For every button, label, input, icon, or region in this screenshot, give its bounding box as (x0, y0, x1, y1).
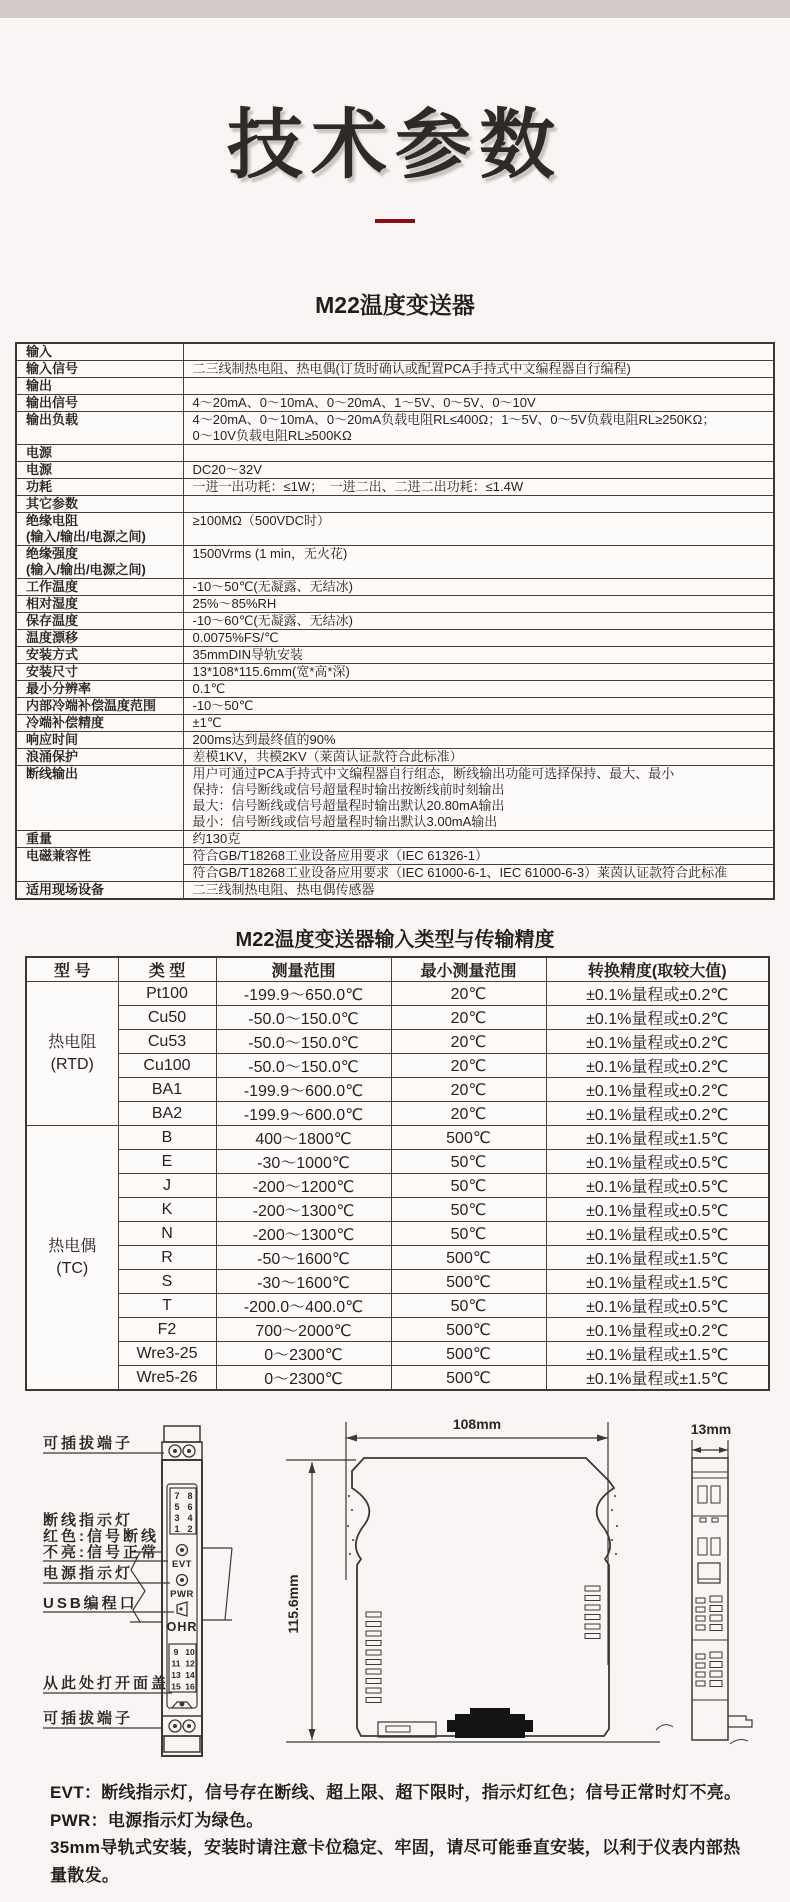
accuracy-row (26, 1006, 769, 1030)
spec-section-row (16, 445, 774, 462)
accuracy-row (26, 1198, 769, 1222)
spec-value: 一进一出功耗：≤1W； 一进二出、二进二出功耗：≤1.4W (183, 479, 774, 496)
spec-row (16, 882, 774, 900)
spec-value: 二三线制热电阻、热电偶(订货时确认或配置PCA手持式中文编程器自行编程) (183, 361, 774, 378)
spec-value: -10～50℃ (183, 698, 774, 715)
cell-range: -30～1000℃ (216, 1150, 391, 1174)
cell-accuracy: ±0.1%量程或±0.2℃ (546, 1102, 769, 1126)
vent-slots-left (366, 1612, 381, 1703)
cell-type: Wre5-26 (118, 1366, 216, 1391)
spec-row (16, 395, 774, 412)
cell-type: B (118, 1126, 216, 1150)
product-subtitle: M22温度变送器 (315, 292, 475, 318)
accuracy-row (26, 1222, 769, 1246)
spec-label-line: (输入/输出/电源之间) (26, 562, 146, 577)
spec-row (16, 647, 774, 664)
cell-type: F2 (118, 1318, 216, 1342)
footer-line-evt: EVT：断线指示灯，信号存在断线、超上限、超下限时，指示灯红色；信号正常时灯不亮。 (50, 1783, 742, 1802)
spec-value: -10～50℃(无凝露、无结冰) (183, 579, 774, 596)
spec-label: 安装方式 (16, 647, 183, 664)
spec-value-line: 保持：信号断线或信号超量程时输出按断线前时刻输出 (192, 782, 505, 797)
cell-type: R (118, 1246, 216, 1270)
footer-notes (50, 1779, 750, 1889)
cell-range: -30～1600℃ (216, 1270, 391, 1294)
break-led-label-1: 断线指示灯 (43, 1512, 134, 1529)
cell-accuracy: ±0.1%量程或±0.5℃ (546, 1198, 769, 1222)
cell-accuracy: ±0.1%量程或±1.5℃ (546, 1126, 769, 1150)
spec-value: ±1℃ (183, 715, 774, 732)
group-name: 热电偶 (48, 1237, 97, 1255)
accuracy-row (26, 1246, 769, 1270)
cell-range: -200～1300℃ (216, 1222, 391, 1246)
spec-label: 其它参数 (16, 496, 183, 513)
bottom-connector (447, 1708, 533, 1738)
spec-row (16, 462, 774, 479)
terminal-number: 10 (185, 1647, 195, 1657)
col-header: 最小测量范围 (391, 957, 546, 982)
accuracy-table (25, 956, 770, 1391)
cell-type: Cu50 (118, 1006, 216, 1030)
cell-accuracy: ±0.1%量程或±1.5℃ (546, 1342, 769, 1366)
group-name: 热电阻 (48, 1033, 97, 1051)
front-view (162, 1426, 202, 1756)
spec-row (16, 546, 774, 579)
spec-row (16, 848, 774, 865)
spec-row (16, 766, 774, 831)
cell-type: BA2 (118, 1102, 216, 1126)
texture-dots (347, 1495, 618, 1555)
accuracy-row (26, 1030, 769, 1054)
col-header: 类 型 (118, 957, 216, 982)
accuracy-row (26, 1102, 769, 1126)
spec-label: 浪涌保护 (16, 749, 183, 766)
cell-min-range: 20℃ (391, 982, 546, 1006)
spec-value (183, 378, 774, 395)
brand-logo: OHR (166, 1620, 198, 1634)
group-label-rtd (26, 982, 118, 1126)
cell-range: -200.0～400.0℃ (216, 1294, 391, 1318)
cell-type: K (118, 1198, 216, 1222)
depth-dimension-label: 13mm (690, 1421, 732, 1437)
cell-min-range: 500℃ (391, 1270, 546, 1294)
spec-value: 1500Vrms (1 min，无火花) (183, 546, 774, 579)
spec-value (183, 766, 774, 831)
cell-range: 400～1800℃ (216, 1126, 391, 1150)
cell-range: 700～2000℃ (216, 1318, 391, 1342)
spec-row (16, 831, 774, 848)
title-accent-dash (375, 219, 415, 223)
spec-label: 输出信号 (16, 395, 183, 412)
cell-min-range: 50℃ (391, 1222, 546, 1246)
cell-type: Pt100 (118, 982, 216, 1006)
spec-value: 约130克 (183, 831, 774, 848)
spec-label: 输出 (16, 378, 183, 395)
spec-value: 符合GB/T18268工业设备应用要求（IEC 61326-1） (183, 848, 774, 865)
accuracy-row (26, 1054, 769, 1078)
spec-value: 0.0075%FS/℃ (183, 630, 774, 647)
cell-min-range: 50℃ (391, 1198, 546, 1222)
cell-accuracy: ±0.1%量程或±0.2℃ (546, 1318, 769, 1342)
cell-min-range: 500℃ (391, 1126, 546, 1150)
height-dimension-label: 115.6mm (285, 1574, 301, 1634)
terminal-number: 5 (174, 1502, 180, 1512)
spec-value: 35mmDIN导轨安装 (183, 647, 774, 664)
accuracy-row (26, 1150, 769, 1174)
spec-label: 电磁兼容性 (16, 848, 183, 882)
spec-row (16, 664, 774, 681)
cell-accuracy: ±0.1%量程或±0.5℃ (546, 1294, 769, 1318)
spec-value (183, 412, 774, 445)
cell-type: N (118, 1222, 216, 1246)
spec-value: 200ms达到最终值的90% (183, 732, 774, 749)
terminal-number: 6 (187, 1502, 193, 1512)
cell-range: -50.0～150.0℃ (216, 1006, 391, 1030)
cell-range: -199.9～600.0℃ (216, 1078, 391, 1102)
cell-min-range: 20℃ (391, 1102, 546, 1126)
accuracy-row (26, 1078, 769, 1102)
cell-type: Cu53 (118, 1030, 216, 1054)
spec-row (16, 361, 774, 378)
accuracy-row (26, 1342, 769, 1366)
cell-min-range: 20℃ (391, 1030, 546, 1054)
spec-label-line: 绝缘电阻 (26, 513, 79, 528)
spec-value-line: 4～20mA、0～10mA、0～20mA负载电阻RL≤400Ω；1～5V、0～5V负载电阻RL≥250KΩ； (192, 412, 716, 427)
pwr-led-label: PWR (170, 1589, 194, 1600)
spec-label: 电源 (16, 462, 183, 479)
spec-row (16, 732, 774, 749)
spec-value: 25%～85%RH (183, 596, 774, 613)
spec-row (16, 579, 774, 596)
plug-terminal-label-top: 可插拔端子 (43, 1435, 134, 1452)
spec-value: DC20～32V (183, 462, 774, 479)
cell-range: -50.0～150.0℃ (216, 1030, 391, 1054)
cell-min-range: 20℃ (391, 1006, 546, 1030)
cell-accuracy: ±0.1%量程或±0.2℃ (546, 1006, 769, 1030)
spec-label: 温度漂移 (16, 630, 183, 647)
accuracy-row (26, 1318, 769, 1342)
open-cover-label: 从此处打开面盖 (43, 1675, 170, 1692)
accuracy-row (26, 982, 769, 1006)
cell-range: 0～2300℃ (216, 1342, 391, 1366)
cell-range: -200～1300℃ (216, 1198, 391, 1222)
break-led-label-3: 不亮:信号正常 (43, 1544, 159, 1561)
spec-value: 4～20mA、0～10mA、0～20mA、1～5V、0～5V、0～10V (183, 395, 774, 412)
spec-value: 0.1℃ (183, 681, 774, 698)
cell-range: -199.9～650.0℃ (216, 982, 391, 1006)
cell-accuracy: ±0.1%量程或±0.5℃ (546, 1222, 769, 1246)
accuracy-header-row (26, 957, 769, 982)
spec-value-line: 用户可通过PCA手持式中文编程器自行组态，断线输出功能可选择保持、最大、最小 (192, 766, 675, 781)
cell-type: E (118, 1150, 216, 1174)
spec-label: 重量 (16, 831, 183, 848)
spec-table (15, 342, 775, 900)
evt-led-label: EVT (172, 1559, 192, 1570)
end-view (656, 1421, 752, 1744)
spec-section-row (16, 496, 774, 513)
accuracy-table-wrap (25, 956, 770, 1391)
cell-type: BA1 (118, 1078, 216, 1102)
accuracy-row (26, 1294, 769, 1318)
cell-accuracy: ±0.1%量程或±0.5℃ (546, 1150, 769, 1174)
spec-value-line: 0～10V负载电阻RL≥500KΩ (192, 428, 352, 443)
terminal-number: 7 (174, 1491, 180, 1501)
cell-accuracy: ±0.1%量程或±1.5℃ (546, 1366, 769, 1391)
cell-min-range: 500℃ (391, 1366, 546, 1391)
spec-label: 冷端补偿精度 (16, 715, 183, 732)
terminal-number: 16 (185, 1681, 195, 1692)
top-band (0, 0, 790, 18)
spec-label (16, 546, 183, 579)
spec-value (183, 343, 774, 361)
cell-accuracy: ±0.1%量程或±0.2℃ (546, 982, 769, 1006)
spec-label: 安装尺寸 (16, 664, 183, 681)
side-view (285, 1416, 660, 1742)
cell-min-range: 500℃ (391, 1246, 546, 1270)
spec-label: 电源 (16, 445, 183, 462)
spec-value: 差模1KV，共模2KV（莱茵认证款符合此标准） (183, 749, 774, 766)
group-name: (TC) (56, 1259, 89, 1277)
installation-diagram (0, 1398, 790, 1788)
cell-accuracy: ±0.1%量程或±0.2℃ (546, 1054, 769, 1078)
terminal-number: 15 (171, 1681, 181, 1692)
cell-min-range: 50℃ (391, 1294, 546, 1318)
spec-value: 二三线制热电阻、热电偶传感器 (183, 882, 774, 900)
group-label-tc (26, 1126, 118, 1391)
spec-value (183, 445, 774, 462)
terminal-number: 14 (185, 1670, 195, 1680)
spec-row (16, 479, 774, 496)
spec-row (16, 698, 774, 715)
footer-line-pwr: PWR：电源指示灯为绿色。 (50, 1810, 264, 1830)
terminal-number: 12 (185, 1658, 195, 1669)
cell-type: T (118, 1294, 216, 1318)
terminal-number: 11 (171, 1658, 181, 1669)
spec-label: 保存温度 (16, 613, 183, 630)
spec-value-line: 最大：信号断线或信号超量程时输出默认20.80mA输出 (192, 798, 505, 813)
accuracy-row (26, 1366, 769, 1391)
terminal-number: 8 (187, 1491, 193, 1501)
terminal-number: 4 (187, 1513, 193, 1523)
spec-label: 输入信号 (16, 361, 183, 378)
spec-value: ≥100MΩ（500VDC时） (183, 513, 774, 546)
spec-label: 工作温度 (16, 579, 183, 596)
accuracy-row (26, 1126, 769, 1150)
rail-foot (378, 1722, 436, 1737)
vent-slots-right (585, 1586, 600, 1639)
spec-value: 13*108*115.6mm(宽*高*深) (183, 664, 774, 681)
spec-value (183, 496, 774, 513)
cell-type: Cu100 (118, 1054, 216, 1078)
spec-label: 适用现场设备 (16, 882, 183, 900)
terminal-number: 2 (187, 1524, 193, 1534)
cell-accuracy: ±0.1%量程或±0.5℃ (546, 1174, 769, 1198)
spec-label: 输入 (16, 343, 183, 361)
cell-range: -50.0～150.0℃ (216, 1054, 391, 1078)
spec-label: 输出负载 (16, 412, 183, 445)
spec-value-line: 最小：信号断线或信号超量程时输出默认3.00mA输出 (192, 814, 498, 829)
spec-row (16, 412, 774, 445)
cell-range: -50～1600℃ (216, 1246, 391, 1270)
usb-port-label: USB编程口 (43, 1595, 138, 1612)
cell-range: 0～2300℃ (216, 1366, 391, 1391)
cell-accuracy: ±0.1%量程或±0.2℃ (546, 1078, 769, 1102)
width-dimension-label: 108mm (452, 1416, 502, 1432)
cell-min-range: 500℃ (391, 1318, 546, 1342)
page-title: 技术参数 (227, 103, 563, 188)
cell-min-range: 20℃ (391, 1054, 546, 1078)
accuracy-row (26, 1174, 769, 1198)
cell-type: J (118, 1174, 216, 1198)
break-led-label-2: 红色:信号断线 (43, 1528, 159, 1545)
cell-min-range: 500℃ (391, 1342, 546, 1366)
spec-label: 功耗 (16, 479, 183, 496)
spec-value: 符合GB/T18268工业设备应用要求（IEC 61000-6-1、IEC 61000-6-3）莱茵认证款符合此标准 (183, 865, 774, 882)
spec-label: 响应时间 (16, 732, 183, 749)
spec-label-line: (输入/输出/电源之间) (26, 529, 146, 544)
spec-row (16, 715, 774, 732)
spec-row (16, 613, 774, 630)
spec-table-wrap (15, 342, 775, 900)
cell-accuracy: ±0.1%量程或±1.5℃ (546, 1246, 769, 1270)
cell-type: S (118, 1270, 216, 1294)
plug-terminal-label-bottom: 可插拔端子 (43, 1710, 134, 1727)
col-header: 测量范围 (216, 957, 391, 982)
spec-row (16, 513, 774, 546)
spec-row (16, 596, 774, 613)
spec-section-row (16, 343, 774, 361)
terminal-number: 9 (173, 1647, 179, 1657)
group-name: (RTD) (50, 1055, 94, 1073)
cell-range: -199.9～600.0℃ (216, 1102, 391, 1126)
spec-label-line: 绝缘强度 (26, 546, 79, 561)
cell-accuracy: ±0.1%量程或±1.5℃ (546, 1270, 769, 1294)
accuracy-table-title: M22温度变送器输入类型与传输精度 (235, 929, 555, 951)
power-led-label: 电源指示灯 (43, 1565, 134, 1582)
spec-section-row (16, 378, 774, 395)
spec-row (16, 630, 774, 647)
cell-accuracy: ±0.1%量程或±0.2℃ (546, 1030, 769, 1054)
col-header: 型 号 (26, 957, 118, 982)
spec-label: 相对湿度 (16, 596, 183, 613)
cell-min-range: 20℃ (391, 1078, 546, 1102)
cover-open-point (180, 1702, 185, 1707)
spec-value: -10～60℃(无凝露、无结冰) (183, 613, 774, 630)
cell-range: -200～1200℃ (216, 1174, 391, 1198)
spec-label: 内部冷端补偿温度范围 (16, 698, 183, 715)
spec-label (16, 513, 183, 546)
cell-type: Wre3-25 (118, 1342, 216, 1366)
cell-min-range: 50℃ (391, 1174, 546, 1198)
terminal-number: 3 (174, 1513, 180, 1523)
spec-row (16, 681, 774, 698)
footer-line-install: 35mm导轨式安装，安装时请注意卡位稳定、牢固，请尽可能垂直安装，以利于仪表内部热量散发。 (50, 1838, 741, 1885)
callout-labels (43, 1434, 174, 1728)
col-header: 转换精度(取较大值) (546, 957, 769, 982)
terminal-number: 13 (171, 1670, 181, 1680)
spec-label: 断线输出 (16, 766, 183, 831)
spec-row (16, 749, 774, 766)
accuracy-row (26, 1270, 769, 1294)
spec-label: 最小分辨率 (16, 681, 183, 698)
terminal-number: 1 (174, 1524, 180, 1534)
cell-min-range: 50℃ (391, 1150, 546, 1174)
